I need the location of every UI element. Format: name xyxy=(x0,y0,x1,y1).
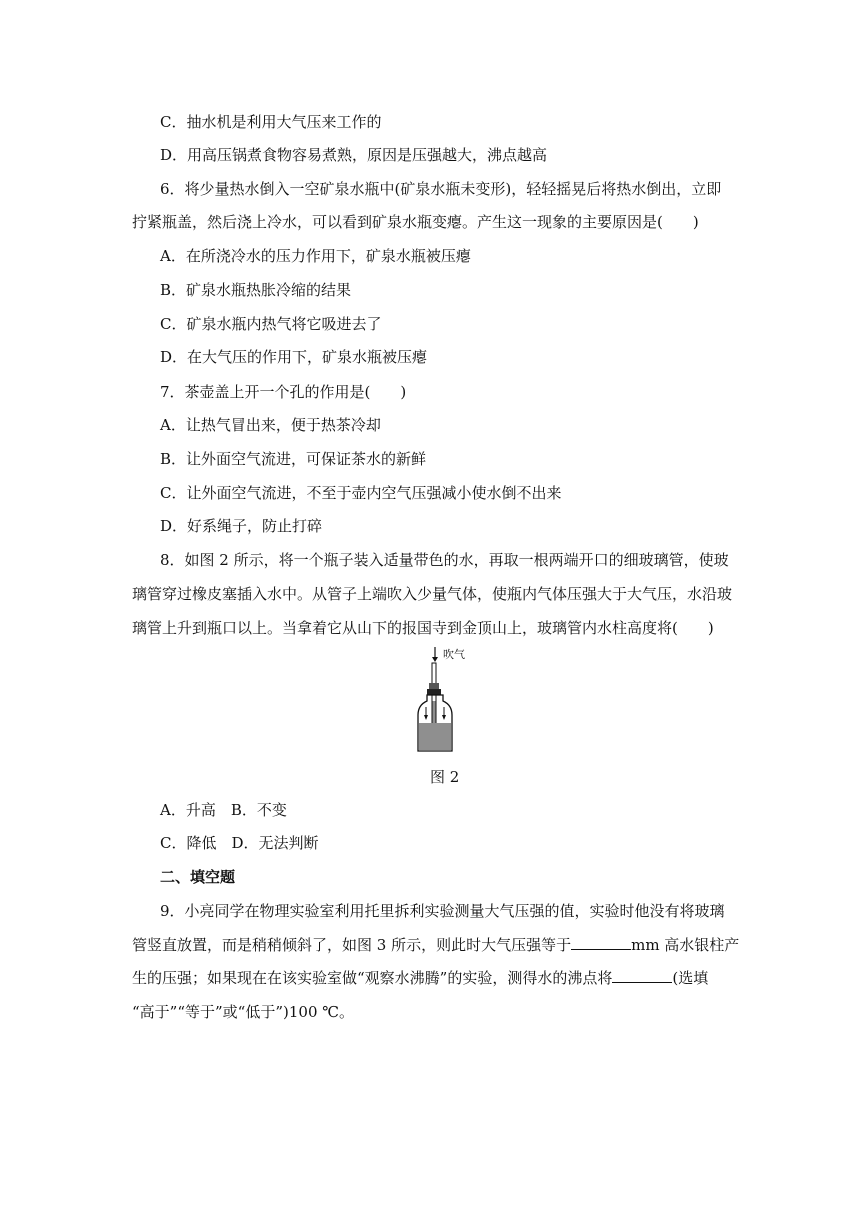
question-6-cont: 拧紧瓶盖，然后浇上冷水，可以看到矿泉水瓶变瘪。产生这一现象的主要原因是( ) xyxy=(132,213,699,231)
option-7d: D．好系绳子，防止打碎 xyxy=(160,517,323,535)
blow-label: 吹气 xyxy=(443,648,465,661)
option-7a: A．让热气冒出来，便于热茶冷却 xyxy=(160,416,381,434)
option-8ab: A．升高 B．不变 xyxy=(160,801,287,819)
option-7b: B．让外面空气流进，可保证茶水的新鲜 xyxy=(160,450,427,468)
answer-blank-2[interactable] xyxy=(612,968,672,983)
option-7c: C．让外面空气流进，不至于壶内空气压强减小使水倒不出来 xyxy=(160,484,562,502)
question-7: 7．茶壶盖上开一个孔的作用是( ) xyxy=(160,383,407,401)
question-9: 9．小亮同学在物理实验室利用托里拆利实验测量大气压强的值，实验时他没有将玻璃 xyxy=(160,902,725,920)
option-6a: A．在所浇冷水的压力作用下，矿泉水瓶被压瘪 xyxy=(160,247,471,265)
question-9-line3-text: 生的压强；如果现在在该实验室做“观察水沸腾”的实验，测得水的沸点将 xyxy=(132,969,613,987)
option-6c: C．矿泉水瓶内热气将它吸进去了 xyxy=(160,315,382,333)
question-9-line3 xyxy=(132,968,708,988)
question-9-line2 xyxy=(132,935,739,955)
question-6: 6．将少量热水倒入一空矿泉水瓶中(矿泉水瓶未变形)，轻轻摇晃后将热水倒出，立即 xyxy=(160,180,722,198)
question-8: 8．如图 2 所示，将一个瓶子装入适量带色的水，再取一根两端开口的细玻璃管，使玻 xyxy=(160,551,729,569)
section-heading: 二、填空题 xyxy=(160,868,236,886)
question-8-cont1: 璃管穿过橡皮塞插入水中。从管子上端吹入少量气体，使瓶内气体压强大于大气压，水沿玻 xyxy=(132,585,733,603)
option-6b: B．矿泉水瓶热胀冷缩的结果 xyxy=(160,281,352,299)
question-9-line2-tail: mm 高水银柱产 xyxy=(631,936,740,954)
figure-caption: 图 2 xyxy=(430,768,460,786)
question-9-line4: “高于”“等于”或“低于”)100 ℃。 xyxy=(132,1003,355,1021)
question-8-cont2: 璃管上升到瓶口以上。当拿着它从山下的报国寺到金顶山上，玻璃管内水柱高度将( ) xyxy=(132,619,714,637)
option-6d: D．在大气压的作用下，矿泉水瓶被压瘪 xyxy=(160,348,428,366)
option-5c: C．抽水机是利用大气压来工作的 xyxy=(160,113,382,131)
question-9-line2-text: 管竖直放置，而是稍稍倾斜了，如图 3 所示，则此时大气压强等于 xyxy=(132,936,572,954)
bottle-figure xyxy=(412,645,482,757)
answer-blank-1[interactable] xyxy=(571,935,631,950)
option-5d: D．用高压锅煮食物容易煮熟，原因是压强越大，沸点越高 xyxy=(160,146,548,164)
option-8cd: C．降低 D．无法判断 xyxy=(160,834,319,852)
question-9-line3-tail: (选填 xyxy=(672,969,709,987)
